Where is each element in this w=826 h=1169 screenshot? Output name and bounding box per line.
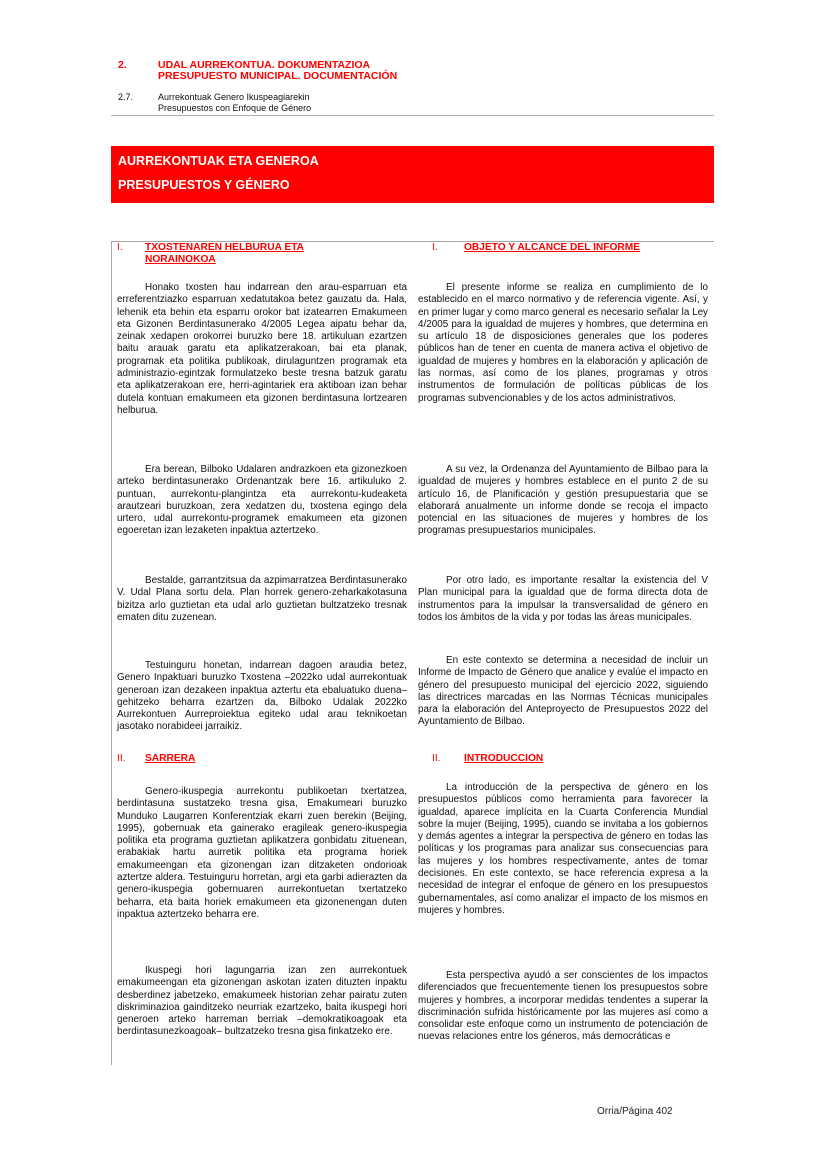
- section-number: I.: [117, 242, 123, 253]
- paragraph: Ikuspegi hori lagungarria izan zen aurrekontuek emakumeengan eta gizonengan askotan izaten dituzten inpaktu desberdinez jabetzeko, emakumeek historian zehar pairatu zuten diskriminazioa gainditzeko neurriak ezartzeko, baita ikuspegi hori generoen arteko harreman berriak –demokratikoagoak eta berdintasunezkoagoak– bultzatzeko tresna gisa finkatzeko ere.: [117, 965, 407, 1038]
- section-title-es: Presupuestos con Enfoque de Género: [158, 102, 312, 113]
- chapter-number: 2.: [118, 59, 127, 71]
- section-title: [145, 242, 304, 266]
- section-title: SARRERA: [145, 753, 196, 764]
- paragraph: El presente informe se realiza en cumplimiento de lo establecido en el marco normativo y de referencia vigente. Así, y en primer lugar y como marco general es necesario señalar la Ley 4/2005 para la igualdad de mujeres y hombres, que determina en su artículo 18 de disposiciones generales que los poderes públicos han de tener en cuenta de manera activa el objetivo de igualdad de mujeres y hombres en la elaboración y aplicación de las normas, así como de los planes, programas y otros instrumentos de formulación de políticas públicas de los programas subvencionables y de los actos administrativos.: [418, 282, 708, 404]
- section-title: INTRODUCCION: [464, 753, 544, 764]
- header-divider: [111, 115, 714, 116]
- section-number: 2.7.: [118, 92, 134, 102]
- left-column-border: [111, 241, 112, 1065]
- paragraph: A su vez, la Ordenanza del Ayuntamiento de Bilbao para la igualdad de mujeres y hombres establece en el punto 2 de su artículo 16, de Planificación y gestión presupuestaria que se elaborará anualmente un informe donde se recoja el impacto potencial en las situaciones de mujeres y hombres de los programas presupuestarios municipales.: [418, 464, 708, 537]
- section-number: II.: [117, 753, 126, 764]
- section-number: I.: [432, 242, 438, 253]
- banner-title-es: PRESUPUESTOS Y GÉNERO: [118, 178, 290, 192]
- paragraph: Testuinguru honetan, indarrean dagoen araudia betez, Genero Inpaktuari buruzko Txostena –2022ko udal aurrekontuak generoan izan dezakeen inpaktua aztertu eta ebaluatuko duena– gehitzeko beharra ezartzen da, Bilboko Udalak 2022ko Aurrekontuen Aurreproiektua egiteko udal arau teknikoetan jasotako norabideei jarraikiz.: [117, 660, 407, 733]
- section-title-eu: Aurrekontuak Genero Ikuspeagiarekin: [158, 92, 310, 102]
- page-number: Orria/Página 402: [597, 1106, 673, 1117]
- paragraph: Honako txosten hau indarrean den arau-esparruan eta erreferentziazko esparruan xedatutakoa betez gauzatu da. Hala, lehenik eta behin eta esparru orokor bat izatearren Emakumeen eta Gizonen Berdintasunerako 4/2005 Legea aipatu behar da, zeinak xedapen orokorrei buruzko bere 18. artikuluan ezartzen baitu arauak garatu eta aplikatzerakoan, bai eta planak, programak eta politika publikoak, dirulaguntzen programak eta administrazio-egintzak formulatzeko beste tresna batzuk garatu eta aplikatzerakoan ere, herri-agintariek era aktiboan izan behar dutela kontuan emakumeen eta gizonen berdintasuna lortzearen helburua.: [117, 282, 407, 416]
- paragraph: La introducción de la perspectiva de género en los presupuestos públicos como herramienta para favorecer la igualdad, aparece implícita en la Cuarta Conferencia Mundial sobre la mujer (Beijing, 1995), cuando se invitaba a los gobiernos y demás agentes a integrar la perspectiva de género en todas las políticas y los programas para analizar sus consecuencias para las mujeres y los hombres respectivamente, antes de tomar decisiones. En este contexto, se hace referencia expresa a la necesidad de integrar el enfoque de género en los presupuestos gubernamentales, así como analizar el impacto de los mismos en mujeres y hombres.: [418, 782, 708, 916]
- banner-title-eu: AURREKONTUAK ETA GENEROA: [118, 154, 319, 168]
- section-number: II.: [432, 753, 441, 764]
- paragraph: En este contexto se determina a necesidad de incluir un Informe de Impacto de Género que analice y evalúe el impacto en género del presupuesto municipal del ejercicio 2022, siguiendo las directrices marcadas en las Normas Técnicas municipales para la elaboración del Anteproyecto de Presupuestos 2022 del Ayuntamiento de Bilbao.: [418, 655, 708, 728]
- paragraph: Genero-ikuspegia aurrekontu publikoetan txertatzea, berdintasuna sustatzeko tresna gisa, Emakumeari buruzko Munduko Laugarren Konferentziak ekarri zuen berekin (Beijing, 1995), gobernuak eta gainerako eragileak genero-ikuspegia politika eta programa guztietan aplikatzera gonbidatu zituenean, erabakiak hartu aurretik politika eta programa horiek emakumeengan eta gizonengan izan ditzaketen ondorioak aztertze aldera. Testuinguru horretan, argi eta garbi adierazten da genero-ikuspegia gobernuaren aurrekontuetan txertatzeko beharra, eta baita horiek emakumeen eta gizonenengan duten inpaktua aztertzeko beharra ere.: [117, 786, 407, 920]
- paragraph: Era berean, Bilboko Udalaren andrazkoen eta gizonezkoen arteko berdintasunerako Ordenantzak bere 16. artikuluko 2. puntuan, aurrekontu-plangintza eta aurrekontu-kudeaketa arautzeari buruzkoan, zera xedatzen du, txostena egingo dela urtero, udal aurrekontu-programek emakumeen eta gizonen egoeretan izan lezaketen inpaktua aztertzeko.: [117, 464, 407, 537]
- section-title: OBJETO Y ALCANCE DEL INFORME: [464, 242, 641, 253]
- chapter-title-eu: UDAL AURREKONTUA. DOKUMENTAZIOA: [158, 59, 371, 71]
- paragraph: Esta perspectiva ayudó a ser conscientes de los impactos diferenciados que frecuentemente tienen los presupuestos sobre mujeres y hombres, a incorporar medidas tendentes a superar la discriminación sufrida históricamente por las mujeres así como a consolidar este enfoque como un instrumento de potenciación de nuevas relaciones entre los géneros, más democráticas e: [418, 970, 708, 1043]
- title-banner: [111, 146, 714, 203]
- paragraph: Bestalde, garrantzitsua da azpimarratzea Berdintasunerako V. Udal Plana sortu dela. Plan horrek genero-zeharkakotasuna bizitza arlo guztietan eta udal arlo guztietan bultzatzeko tresnak ematen ditu zuzenean.: [117, 575, 407, 623]
- section-title-line1: TXOSTENAREN HELBURUA ETA: [145, 242, 305, 253]
- chapter-title-es: PRESUPUESTO MUNICIPAL. DOCUMENTACIÓN: [158, 70, 398, 82]
- section-title-line2: NORAINOKOA: [145, 254, 216, 265]
- paragraph: Por otro lado, es importante resaltar la existencia del V Plan municipal para la igualdad que de forma directa dota de instrumentos para la impulsar la transversalidad de género en todos los ámbitos de la vida y por todas las áreas municipales.: [418, 575, 708, 623]
